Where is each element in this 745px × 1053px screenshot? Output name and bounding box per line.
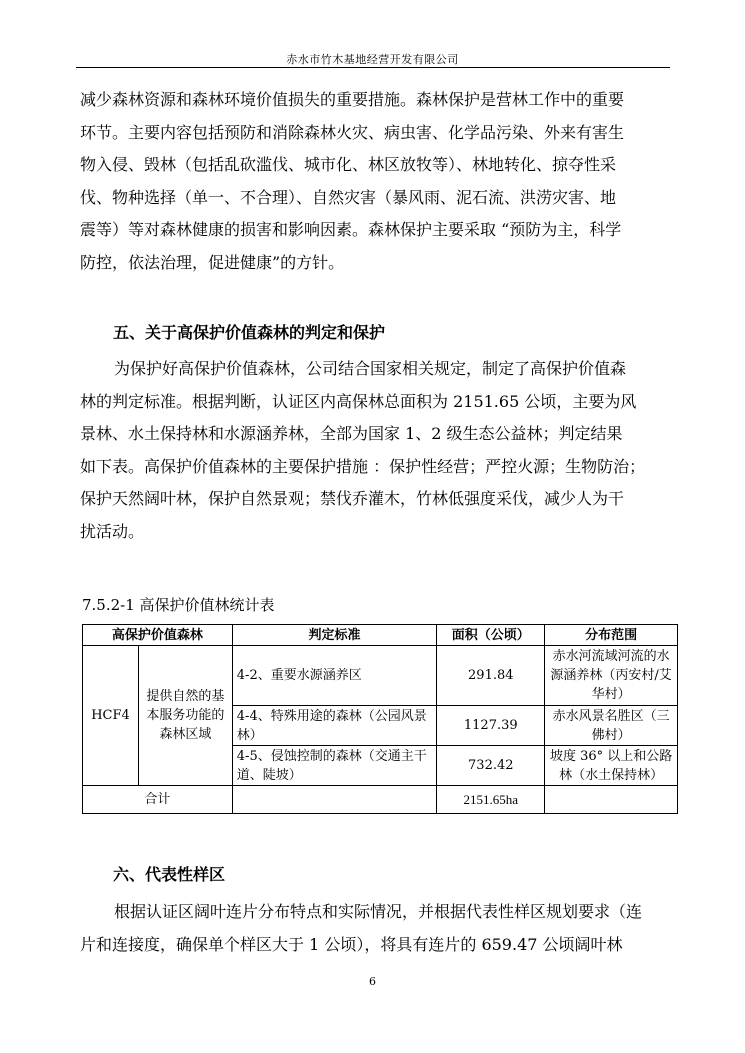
text-line: 减少森林资源和森林环境价值损失的重要措施。森林保护是营林工作中的重要 [80,90,625,109]
total-empty-cell [232,786,437,814]
table-row [83,646,678,706]
section-heading-5: 五、关于高保护价值森林的判定和保护 [113,323,386,342]
area-cell: 1127.39 [437,706,545,746]
text-line [80,896,676,929]
range-cell: 赤水风景名胜区（三佛村） [545,706,678,746]
text-line [80,353,676,386]
text-line-content: 根据认证区阔叶连片分布特点和实际情况，并根据代表性样区规划要求（连 [114,902,643,921]
header-range: 分布范围 [545,625,678,646]
hcvf-statistics-table [82,624,678,814]
page-header: 赤水市竹木基地经营开发有限公司 [286,53,459,66]
text-line: 震等）等对森林健康的损害和影响因素。森林保护主要采取 “预防为主，科学 [80,220,622,240]
header-criterion: 判定标准 [232,625,437,646]
header-hcvf: 高保护价值森林 [83,625,233,646]
area-cell: 732.42 [437,746,545,786]
criterion-cell: 4-2、重要水源涵养区 [232,646,437,706]
range-cell: 赤水河流域河流的水源涵养林（丙安村/艾华村） [545,646,678,706]
text-line: 保护天然阔叶林，保护自然景观；禁伐乔灌木，竹林低强度采伐，减少人为干 [80,489,625,509]
text-line: 环节。主要内容包括预防和消除森林火灾、病虫害、化学品污染、外来有害生 [80,122,625,142]
text-line: 片和连接度，确保单个样区大于 1 公顷），将具有连片的 659.47 公顷阔叶林 [80,934,623,954]
page-number: 6 [369,975,376,988]
paragraph-hcvf [80,353,676,549]
table-caption: 7.5.2-1 高保护价值林统计表 [82,596,275,614]
text-line: 伐、物种选择（单一、不合理）、自然灾害（暴风雨、泥石流、洪涝灾害、地 [80,187,617,207]
range-cell: 坡度 36° 以上和公路林（水土保持林） [545,746,678,786]
text-line: 林的判定标准。根据判断，认证区内高保林总面积为 2151.65 公顷，主要为风 [80,391,637,411]
header-area: 面积（公顷） [437,625,545,646]
criterion-cell: 4-4、特殊用途的森林（公园风景林） [232,706,437,746]
paragraph-forest-protection [80,84,676,280]
text-line-content: 为保护好高保护价值森林，公司结合国家相关规定，制定了高保护价值森 [114,359,627,378]
text-line: 物入侵、毁林（包括乱砍滥伐、城市化、林区放牧等）、林地转化、掠夺性采 [80,155,617,175]
area-cell: 291.84 [437,646,545,706]
total-label-cell: 合计 [83,786,233,814]
hcf-code-cell: HCF4 [83,646,139,786]
paragraph-representative-plots [80,896,676,961]
header-rule [76,67,670,68]
text-line: 防控，依法治理，促进健康”的方针。 [80,252,345,272]
hcf-desc-cell: 提供自然的基本服务功能的森林区域 [138,646,232,786]
table-total-row [83,786,678,814]
table-header-row [83,625,678,646]
text-line: 扰活动。 [80,521,145,541]
criterion-cell: 4-5、侵蚀控制的森林（交通主干道、陡坡） [232,746,437,786]
total-range-empty-cell [545,786,678,814]
total-value-cell: 2151.65ha [437,786,545,814]
text-line: 如下表。高保护价值森林的主要保护措施 ：保护性经营；严控火源；生物防治； [80,456,646,476]
section-heading-6: 六、代表性样区 [113,865,226,884]
text-line: 景林、水土保持林和水源涵养林，全部为国家 1、2 级生态公益林；判定结果 [80,424,623,444]
